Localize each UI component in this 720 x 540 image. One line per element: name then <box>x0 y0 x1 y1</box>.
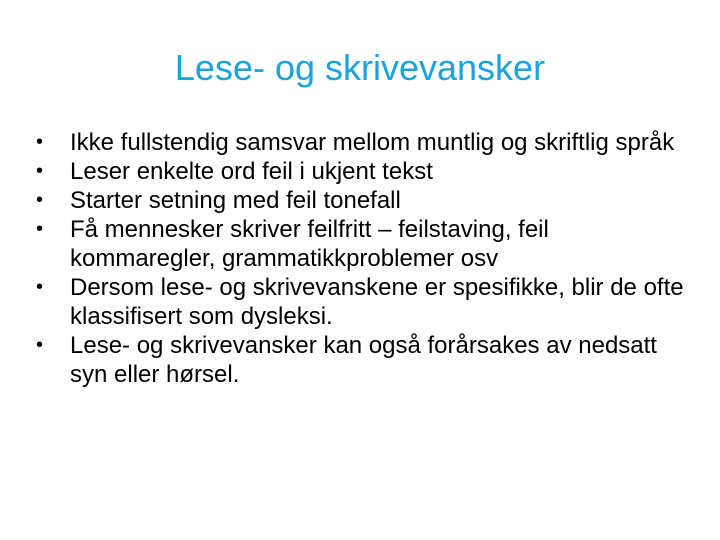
bullet-marker-icon: • <box>36 189 44 211</box>
bullet-text: Lese- og skrivevansker kan også forårsakes av nedsatt syn eller hørsel. <box>70 332 657 388</box>
bullet-list <box>36 128 686 389</box>
bullet-item <box>36 157 686 186</box>
bullet-item <box>36 186 686 215</box>
bullet-marker-icon: • <box>36 160 44 182</box>
slide-title: Lese- og skrivevansker <box>174 47 546 88</box>
bullet-item <box>36 128 686 157</box>
bullet-text: Få mennesker skriver feilfritt – feilstaving, feil kommaregler, grammatikkproblemer osv <box>70 216 549 272</box>
bullet-marker-icon: • <box>36 218 44 240</box>
bullet-marker-icon: • <box>36 276 44 298</box>
bullet-text: Ikke fullstendig samsvar mellom muntlig og skriftlig språk <box>70 129 675 156</box>
bullet-text: Leser enkelte ord feil i ukjent tekst <box>70 158 433 185</box>
bullet-text: Dersom lese- og skrivevanskene er spesifikke, blir de ofte klassifisert som dysleksi. <box>70 274 684 330</box>
bullet-item <box>36 215 686 273</box>
bullet-marker-icon: • <box>36 131 44 153</box>
bullet-item <box>36 273 686 331</box>
bullet-item <box>36 331 686 389</box>
bullet-marker-icon: • <box>36 334 44 356</box>
bullet-text: Starter setning med feil tonefall <box>70 187 401 214</box>
